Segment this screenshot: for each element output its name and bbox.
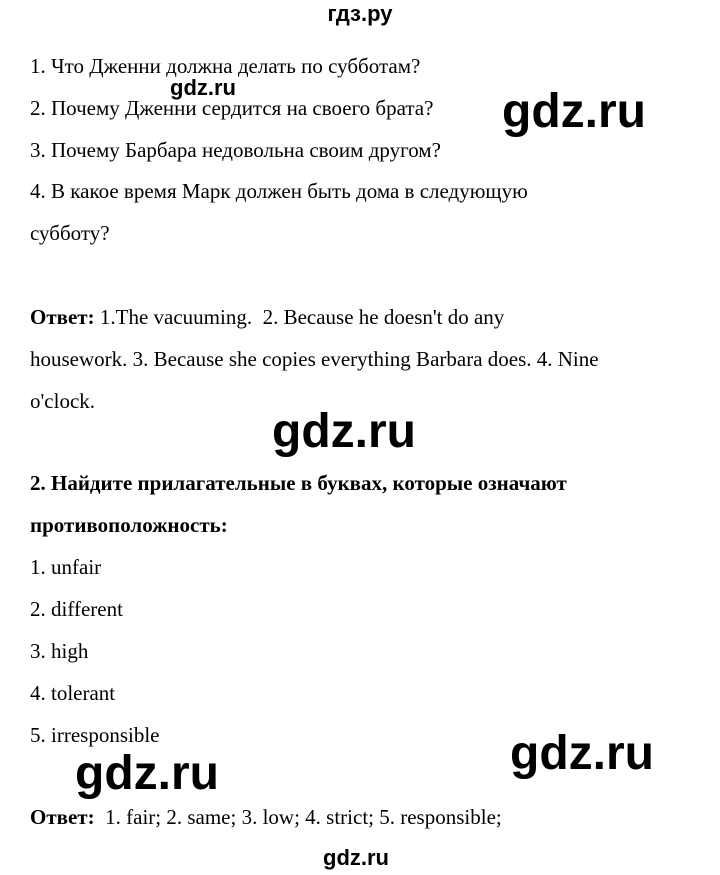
task-2-item-2: 2. different [30, 597, 123, 621]
answer-2-line [30, 807, 502, 828]
question-3: 3. Почему Барбара недовольна своим другом? [30, 138, 441, 162]
watermark-small-top: gdz.ru [170, 75, 236, 100]
answer-2-text: 1. fair; 2. same; 3. low; 4. strict; 5. responsible; [94, 805, 502, 829]
answer-1-line-2: housework. 3. Because she copies everything Barbara does. 4. Nine [30, 347, 599, 371]
answer-1-line-1 [30, 307, 504, 328]
question-1: 1. Что Дженни должна делать по субботам? [30, 54, 421, 78]
watermark-small-bottom: gdz.ru [323, 845, 389, 870]
answer-1-line-3: o'clock. [30, 389, 96, 413]
watermark-large-middle: gdz.ru [272, 405, 416, 458]
task-2-item-4: 4. tolerant [30, 681, 116, 705]
task-2-heading-line-1: 2. Найдите прилагательные в буквах, которые означают [30, 471, 567, 495]
question-4: 4. В какое время Марк должен быть дома в следующую [30, 179, 528, 203]
task-2-item-3: 3. high [30, 639, 89, 663]
answer-2-label: Ответ: [30, 805, 95, 829]
task-2-item-1: 1. unfair [30, 555, 102, 579]
answer-1-text-1: 1.The vacuuming. 2. Because he doesn't do any [94, 305, 505, 329]
task-2-heading-line-2: противоположность: [30, 513, 228, 537]
question-2: 2. Почему Дженни сердится на своего брата? [30, 96, 434, 120]
site-header: гдз.ру [327, 1, 393, 26]
watermark-large-bottom-left: gdz.ru [75, 747, 219, 800]
watermark-large-top-right: gdz.ru [502, 85, 646, 138]
answer-1-label: Ответ: [30, 305, 95, 329]
task-2-item-5: 5. irresponsible [30, 723, 160, 747]
question-4-cont: субботу? [30, 221, 110, 245]
watermark-large-bottom-right: gdz.ru [510, 727, 654, 780]
